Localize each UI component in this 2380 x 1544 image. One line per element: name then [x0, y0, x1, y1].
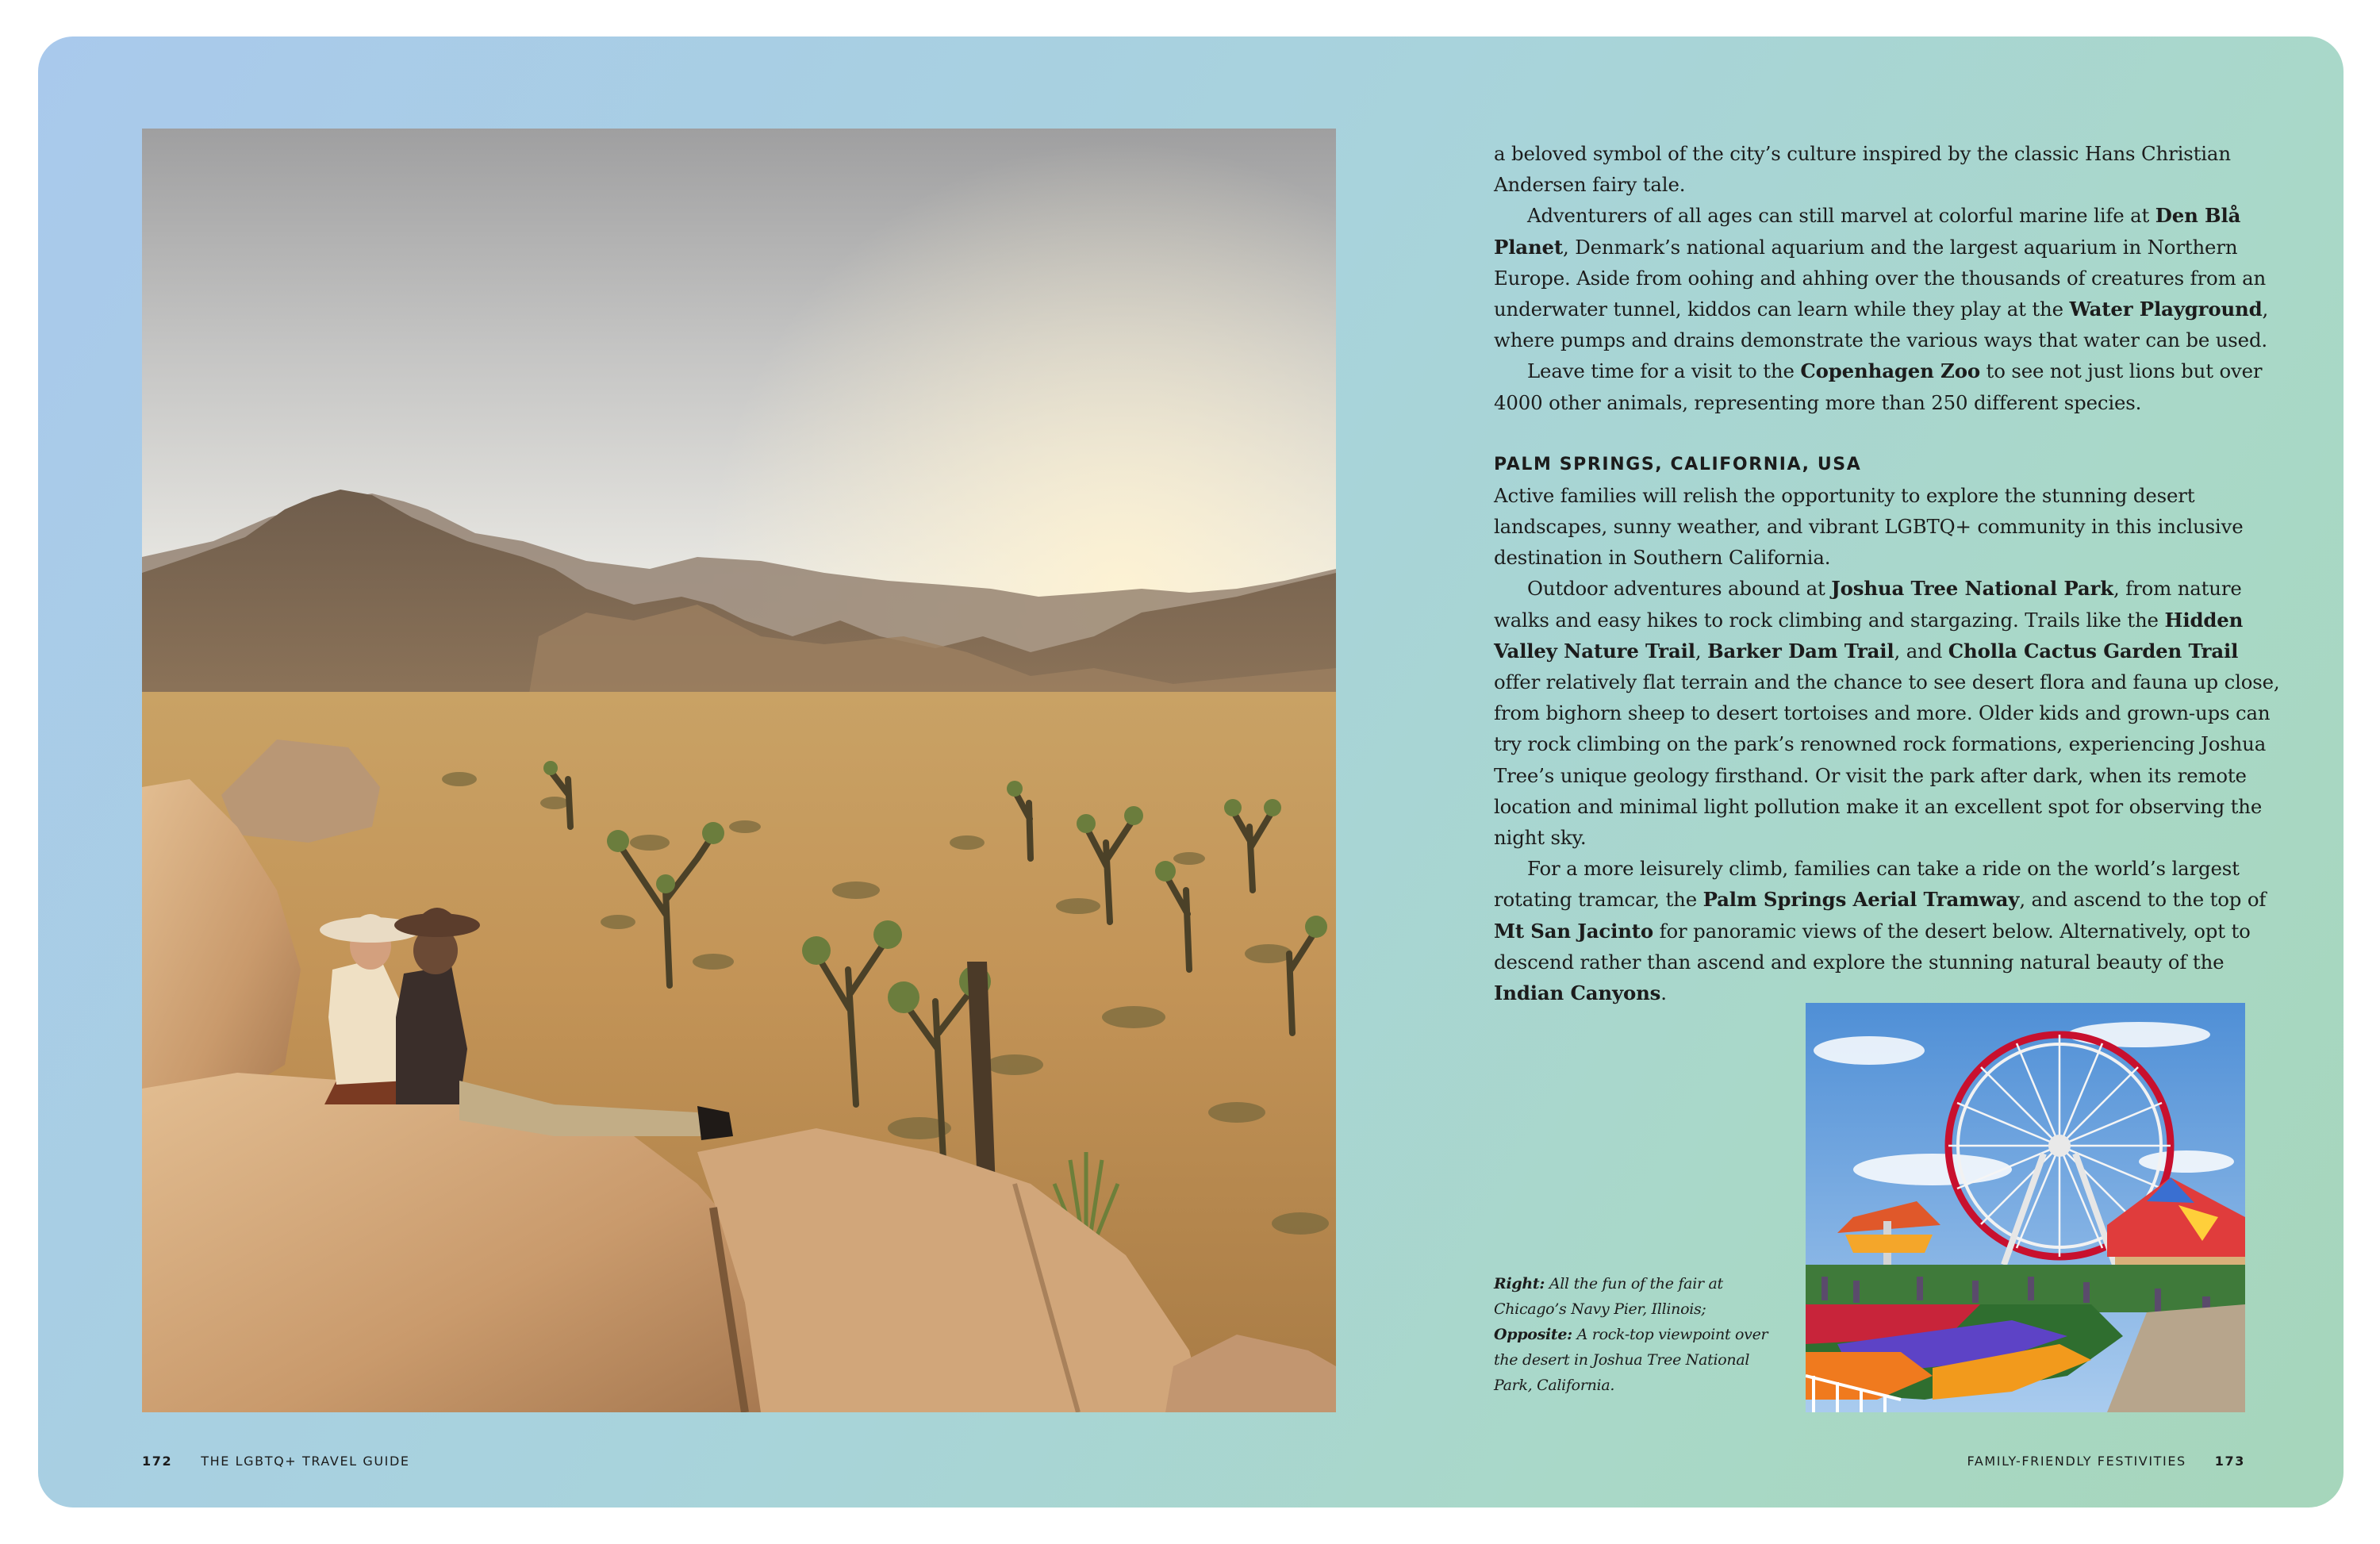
place-mt-san-jacinto: Mt San Jacinto	[1494, 919, 1654, 943]
paragraph-text: Adventurers of all ages can still marvel at colorful marine life at	[1527, 204, 2155, 228]
paragraph-text: , from nature walks and easy hikes to rock climbing and stargazing. Trails like the	[1494, 577, 2242, 632]
fair-scene	[1806, 1003, 2245, 1412]
place-barker-dam: Barker Dam Trail	[1707, 639, 1894, 663]
caption-label-opposite: Opposite:	[1494, 1326, 1572, 1343]
navy-pier-photo	[1806, 1003, 2245, 1412]
place-den-bla-planet: Den Blå Planet	[1494, 204, 2241, 259]
joshua-tree-scene	[142, 129, 1336, 1412]
paragraph-2	[1494, 200, 2287, 355]
paragraph-text: , and	[1894, 639, 1948, 663]
paragraph-text: , Denmark’s national aquarium and the largest aquarium in Northern Europe. Aside from oohing and ahhing over the thousands of creatures from an underwater tunnel, kiddos can learn while they play at the	[1494, 235, 2267, 321]
photo-caption	[1494, 1271, 1779, 1398]
chapter-title: FAMILY-FRIENDLY FESTIVITIES	[1967, 1454, 2186, 1469]
paragraph-text: for panoramic views of the desert below. Alternatively, opt to descend rather than ascend and explore the stunning natural beauty of the	[1494, 919, 2251, 974]
place-water-playground: Water Playground	[2069, 298, 2263, 321]
footer-left	[142, 1454, 410, 1469]
paragraph-text: Leave time for a visit to the	[1527, 359, 1801, 383]
paragraph-text: a beloved symbol of the city’s culture inspired by the classic Hans Christian Andersen fairy tale.	[1494, 142, 2231, 197]
paragraph-text: offer relatively flat terrain and the chance to see desert flora and fauna up close, from bighorn sheep to desert tortoises and more. Older kids and grown-ups can try rock climbing on the park’s renowned rock formations, experiencing Joshua Tree’s unique geology firsthand. Or visit the park after dark, when its remote location and minimal light pollution make it an excellent spot for observing the night sky.	[1494, 670, 2280, 850]
section-heading: PALM SPRINGS, CALIFORNIA, USA	[1494, 454, 1862, 474]
paragraph-text: , where pumps and drains demonstrate the various ways that water can be used.	[1494, 298, 2269, 352]
paragraph-text: , and ascend to the top of	[2019, 888, 2267, 912]
caption-text-opposite: A rock-top viewpoint over the desert in Joshua Tree National Park, California.	[1494, 1326, 1768, 1394]
place-hidden-valley: Hidden Valley Nature Trail	[1494, 608, 2244, 663]
paragraph-3	[1494, 355, 2287, 417]
place-copenhagen-zoo: Copenhagen Zoo	[1800, 359, 1980, 383]
paragraph-text: For a more leisurely climb, families can take a ride on the world’s largest rotating tramcar, the	[1494, 857, 2240, 912]
paragraph-text: Outdoor adventures abound at	[1527, 577, 1832, 601]
place-aerial-tramway: Palm Springs Aerial Tramway	[1702, 888, 2020, 912]
paragraph-text: .	[1660, 981, 1667, 1005]
desert-photo	[142, 129, 1336, 1412]
book-title: THE LGBTQ+ TRAVEL GUIDE	[201, 1454, 410, 1469]
caption-label-right: Right:	[1494, 1275, 1545, 1292]
caption-text-right: All the fun of the fair at Chicago’s Navy Pier, Illinois;	[1494, 1275, 1723, 1318]
article-body	[1494, 138, 2287, 1008]
paragraph-4	[1494, 480, 2287, 574]
paragraph-1	[1494, 138, 2287, 200]
paragraph-text: to see not just lions but over 4000 other animals, representing more than 250 different species.	[1494, 359, 2263, 414]
paragraph-text: ,	[1695, 639, 1708, 663]
paragraph-5	[1494, 573, 2287, 853]
place-joshua-tree: Joshua Tree National Park	[1831, 577, 2113, 601]
place-indian-canyons: Indian Canyons	[1494, 981, 1661, 1005]
book-spread	[38, 36, 2344, 1508]
place-cholla-cactus: Cholla Cactus Garden Trail	[1948, 639, 2239, 663]
footer-right	[1967, 1454, 2245, 1469]
paragraph-6	[1494, 853, 2287, 1008]
page-number-left: 172	[142, 1454, 173, 1469]
paragraph-text: Active families will relish the opportunity to explore the stunning desert landscapes, sunny weather, and vibrant LGBTQ+ community in this inclusive destination in Southern California.	[1494, 483, 2244, 570]
page-number-right: 173	[2214, 1454, 2245, 1469]
